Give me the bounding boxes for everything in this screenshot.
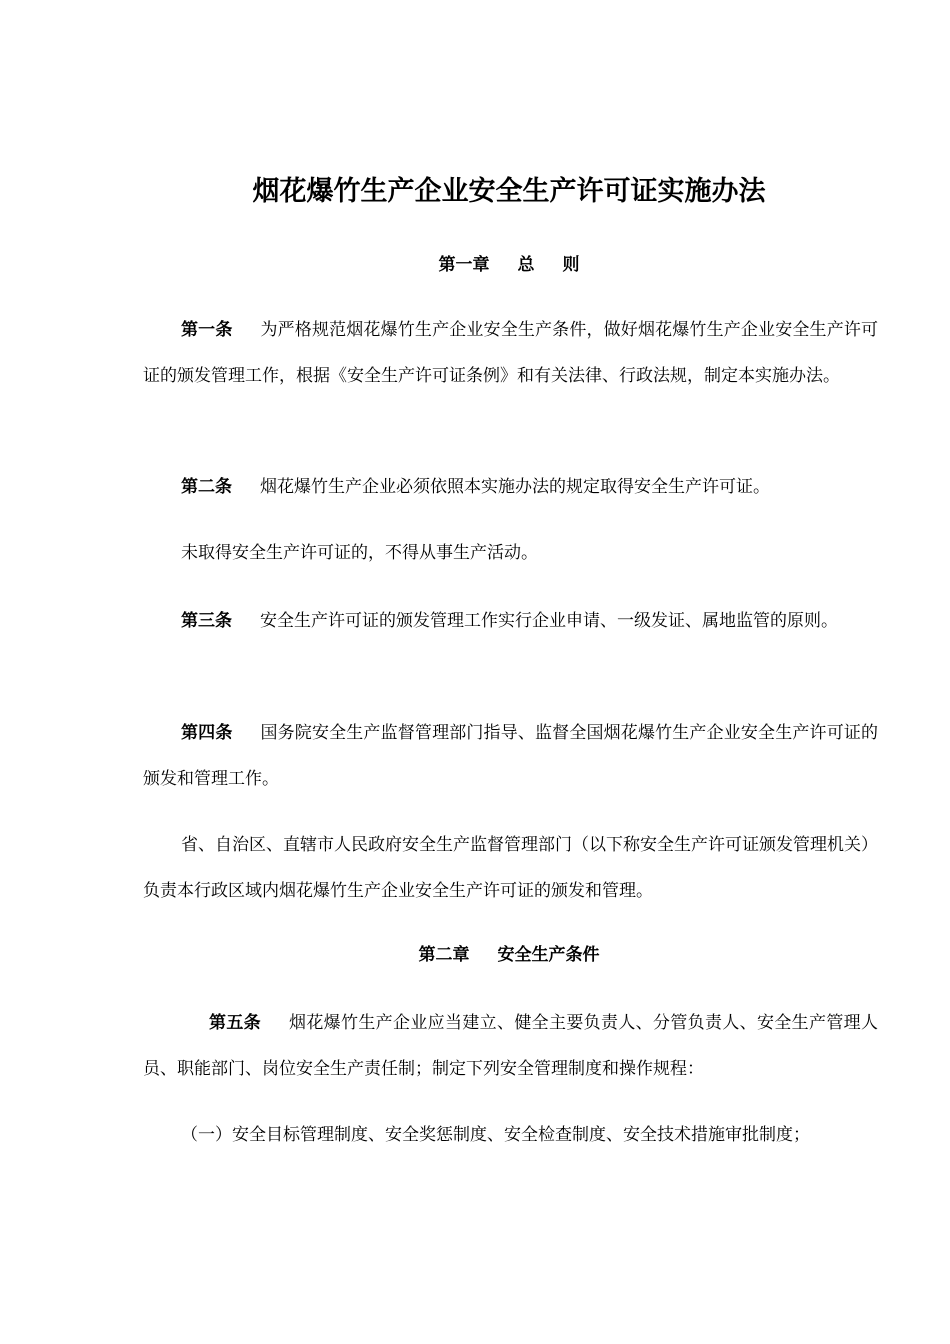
- article-label: 第二条: [181, 477, 232, 497]
- article-3: [143, 598, 878, 644]
- article-text: 为严格规范烟花爆竹生产企业安全生产条件，做好烟花爆竹生产企业安全生产许可证的颁发管理工作，根据《安全生产许可证条例》和有关法律、行政法规，制定本实施办法。: [143, 320, 879, 386]
- chapter-title-char: 总: [517, 255, 535, 275]
- article-5-item-1: （一）安全目标管理制度、安全奖惩制度、安全检查制度、安全技术措施审批制度；: [181, 1125, 810, 1145]
- article-text: 安全生产许可证的颁发管理工作实行企业申请、一级发证、属地监管的原则。: [260, 611, 838, 631]
- article-5: [143, 1000, 878, 1092]
- article-label: 第五条: [209, 1013, 261, 1033]
- article-1: [143, 307, 878, 399]
- article-label: 第四条: [181, 723, 233, 743]
- article-2: [143, 464, 878, 510]
- chapter-heading-2: [0, 940, 950, 970]
- document-title: 烟花爆竹生产企业安全生产许可证实施办法: [252, 176, 766, 207]
- chapter-number: 第二章: [418, 945, 470, 965]
- chapter-number: 第一章: [438, 255, 490, 275]
- article-label: 第一条: [181, 320, 233, 340]
- chapter-title: 安全生产条件: [497, 945, 600, 965]
- article-text: 国务院安全生产监督管理部门指导、监督全国烟花爆竹生产企业安全生产许可证的颁发和管理工作。: [143, 723, 879, 789]
- article-4-paragraph-2: 省、自治区、直辖市人民政府安全生产监督管理部门（以下称安全生产许可证颁发管理机关）负责本行政区域内烟花爆竹生产企业安全生产许可证的颁发和管理。: [143, 835, 878, 901]
- chapter-heading-1: [0, 250, 950, 280]
- article-label: 第三条: [181, 611, 232, 631]
- article-4: [143, 710, 878, 802]
- article-2-paragraph-2: 未取得安全生产许可证的，不得从事生产活动。: [181, 543, 538, 563]
- article-text: 烟花爆竹生产企业必须依照本实施办法的规定取得安全生产许可证。: [260, 477, 770, 497]
- article-text: 烟花爆竹生产企业应当建立、健全主要负责人、分管负责人、安全生产管理人员、职能部门、岗位安全生产责任制；制定下列安全管理制度和操作规程：: [143, 1013, 878, 1079]
- chapter-title-char: 则: [562, 255, 580, 275]
